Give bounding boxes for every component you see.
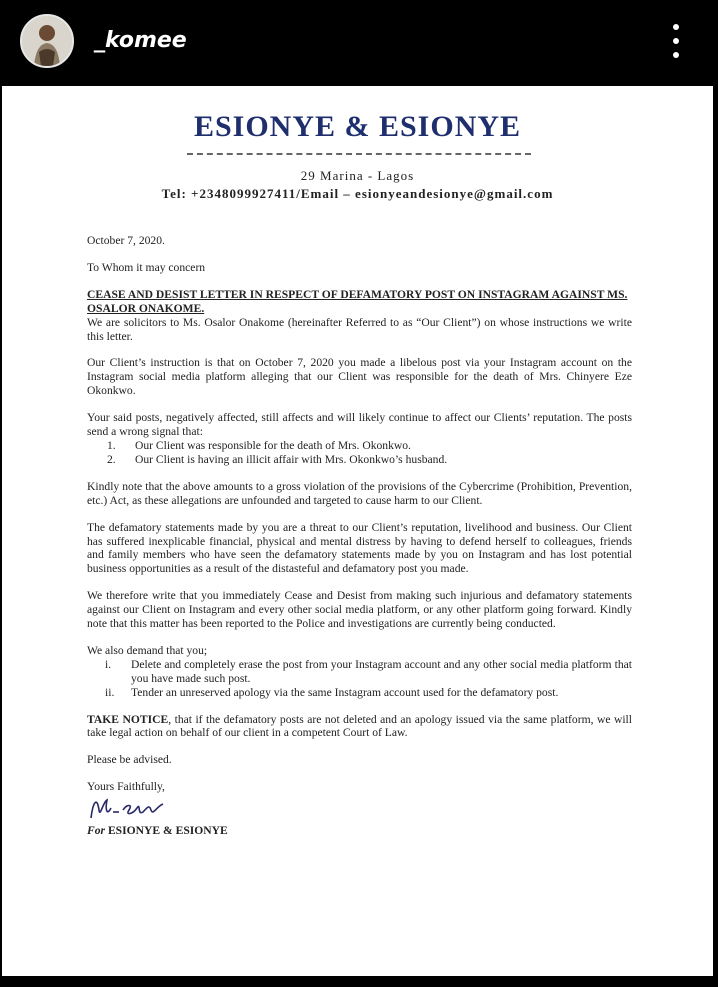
bottom-bar bbox=[0, 976, 718, 987]
list-item: 2. Our Client is having an illicit affair with Mrs. Okonkwo’s husband. bbox=[107, 452, 448, 466]
divider bbox=[187, 153, 531, 155]
salutation: To Whom it may concern bbox=[87, 260, 206, 274]
advised-line: Please be advised. bbox=[87, 753, 172, 767]
letter-body bbox=[87, 234, 632, 838]
firm-address: 29 Marina - Lagos bbox=[300, 168, 415, 183]
paragraph-4: Kindly note that the above amounts to a gross violation of the provisions of the Cybercrime (Prohibition, Prevention, etc.) Act, as these allegations are unfounded and targeted to cause harm to our Client. bbox=[87, 479, 632, 507]
signatory-line: For ESIONYE & ESIONYE bbox=[87, 824, 228, 838]
list-item: 1. Our Client was responsible for the death of Mrs. Okonkwo. bbox=[107, 438, 411, 452]
paragraph-5: The defamatory statements made by you are a threat to our Client’s reputation, livelihood and business. Our Client has suffered inexplicable financial, physical and mental distress by having to defend herself to colleagues, friends and family members who have seen the defamatory statements made by you on Instagram and has lost potential business opportunities as a result of the distasteful and defamatory post you made. bbox=[87, 520, 632, 576]
letter-subject: CEASE AND DESIST LETTER IN RESPECT OF DEFAMATORY POST ON INSTAGRAM AGAINST MS. OSALOR ONAKOME. bbox=[87, 287, 628, 315]
signal-list bbox=[87, 439, 632, 467]
paragraph-2: Our Client’s instruction is that on October 7, 2020 you made a libelous post via your Instagram account on the Instagram social media platform alleging that our Client was responsible for the death of Mrs. Chinyere Eze Okonkwo. bbox=[87, 356, 632, 398]
paragraph-1: We are solicitors to Ms. Osalor Onakome (hereinafter Referred to as “Our Client”) on whose instructions we write this letter. bbox=[87, 315, 632, 343]
signature-image bbox=[87, 794, 632, 824]
closing-line: Yours Faithfully, bbox=[87, 780, 165, 794]
list-item: i. Delete and completely erase the post from your Instagram account and any other social media platform that you have made such post. bbox=[105, 657, 632, 685]
demand-list bbox=[87, 658, 632, 700]
letter-sheet bbox=[2, 86, 713, 976]
take-notice-paragraph: TAKE NOTICE, that if the defamatory posts are not deleted and an apology issued via the same platform, we will take legal action on behalf of our client in a competent Court of Law. bbox=[87, 712, 632, 740]
username[interactable]: _komee bbox=[94, 28, 187, 53]
firm-contact: Tel: +2348099927411/Email – esionyeandesionye@gmail.com bbox=[161, 186, 554, 201]
more-vertical-icon[interactable] bbox=[664, 24, 688, 58]
profile-avatar-icon[interactable] bbox=[20, 14, 74, 68]
top-bar bbox=[0, 0, 718, 86]
paragraph-7: We also demand that you; bbox=[87, 643, 208, 657]
paragraph-3: Your said posts, negatively affected, still affects and will likely continue to affect our Clients’ reputation. The posts send a wrong signal that: bbox=[87, 411, 632, 439]
letter-date: October 7, 2020. bbox=[87, 234, 165, 247]
post-image bbox=[0, 86, 718, 976]
list-item: ii. Tender an unreserved apology via the same Instagram account used for the defamatory post. bbox=[105, 685, 559, 699]
firm-name: ESIONYE & ESIONYE bbox=[193, 110, 522, 143]
paragraph-6: We therefore write that you immediately Cease and Desist from making such injurious and defamatory statements against our Client on Instagram and every other social media platform, or any other platform going forward. Kindly note that this matter has been reported to the Police and investigations are currently being conducted. bbox=[87, 589, 632, 631]
